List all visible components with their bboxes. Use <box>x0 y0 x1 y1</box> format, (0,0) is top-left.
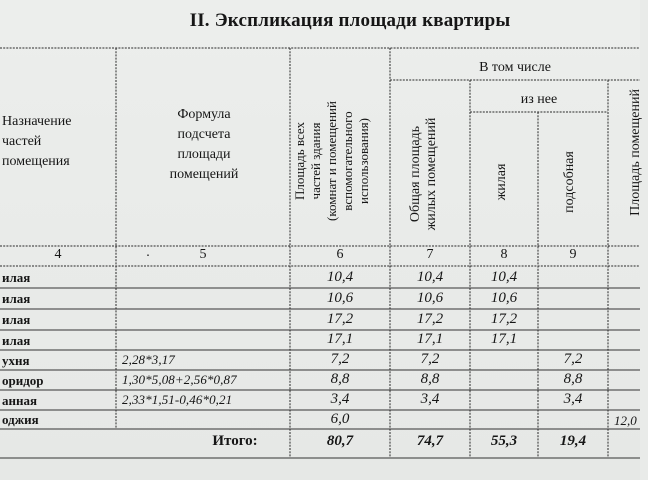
column-number-7: 7 <box>426 247 434 262</box>
row-6-living-total: 8,8 <box>420 371 440 387</box>
header-including: В том числе <box>479 60 551 75</box>
totals-living: 55,3 <box>490 433 518 449</box>
header-auxiliary: подсобная <box>562 151 577 213</box>
header-total-area: Площадь всех частей здания (комнат и помещений вспомогательного использования) <box>292 101 371 221</box>
column-number-6: 6 <box>336 247 344 262</box>
row-1-living: 10,4 <box>490 269 518 285</box>
column-number-4: 4 <box>54 247 62 262</box>
row-5-name: ухня <box>2 353 30 368</box>
row-7-auxiliary: 3,4 <box>563 391 583 407</box>
row-4-living-total: 17,1 <box>416 331 444 347</box>
column-number-5: 5 <box>199 247 207 262</box>
row-7-total: 3,4 <box>330 391 350 407</box>
column-number-9: 9 <box>569 247 577 262</box>
document-title: II. Экспликация площади квартиры <box>189 10 511 31</box>
row-7-formula: 2,33*1,51-0,46*0,21 <box>122 392 233 407</box>
row-5-auxiliary: 7,2 <box>563 351 583 367</box>
row-8-total: 6,0 <box>330 411 350 427</box>
row-8-other: 12,0 <box>614 413 637 428</box>
row-5-living-total: 7,2 <box>420 351 440 367</box>
row-4-living: 17,1 <box>490 331 518 347</box>
header-other-rooms: Площадь помещений <box>628 89 643 216</box>
row-3-living-total: 17,2 <box>416 311 444 327</box>
row-2-living: 10,6 <box>490 290 518 306</box>
row-7-living-total: 3,4 <box>420 391 440 407</box>
row-6-total: 8,8 <box>330 371 350 387</box>
column-number-8: 8 <box>500 247 508 262</box>
row-1-name: илая <box>2 270 31 285</box>
row-8-name: оджия <box>2 412 39 427</box>
row-7-name: анная <box>2 393 38 408</box>
column-number-dot: . <box>146 245 150 260</box>
header-purpose: Назначение частей помещения <box>2 114 72 169</box>
row-5-formula: 2,28*3,17 <box>122 352 175 367</box>
totals-total: 80,7 <box>326 433 354 449</box>
row-2-living-total: 10,6 <box>416 290 444 306</box>
row-2-name: илая <box>2 291 31 306</box>
header-formula: Формула подсчета площади помещений <box>169 107 239 182</box>
row-6-name: оридор <box>2 373 44 388</box>
header-living-total: Общая площадь жилых помещений <box>408 117 439 231</box>
row-2-total: 10,6 <box>326 290 354 306</box>
row-4-name: илая <box>2 333 31 348</box>
header-of-which: из нее <box>520 92 558 107</box>
row-4-total: 17,1 <box>326 331 354 347</box>
row-5-total: 7,2 <box>330 351 350 367</box>
row-6-auxiliary: 8,8 <box>563 371 583 387</box>
row-3-living: 17,2 <box>490 311 518 327</box>
row-3-name: илая <box>2 312 31 327</box>
row-3-total: 17,2 <box>326 311 354 327</box>
totals-living-total: 74,7 <box>416 433 444 449</box>
row-1-living-total: 10,4 <box>416 269 444 285</box>
header-living: жилая <box>494 163 509 201</box>
row-1-total: 10,4 <box>326 269 354 285</box>
row-6-formula: 1,30*5,08+2,56*0,87 <box>122 372 237 387</box>
totals-label: Итого: <box>212 433 258 449</box>
totals-auxiliary: 19,4 <box>559 433 587 449</box>
